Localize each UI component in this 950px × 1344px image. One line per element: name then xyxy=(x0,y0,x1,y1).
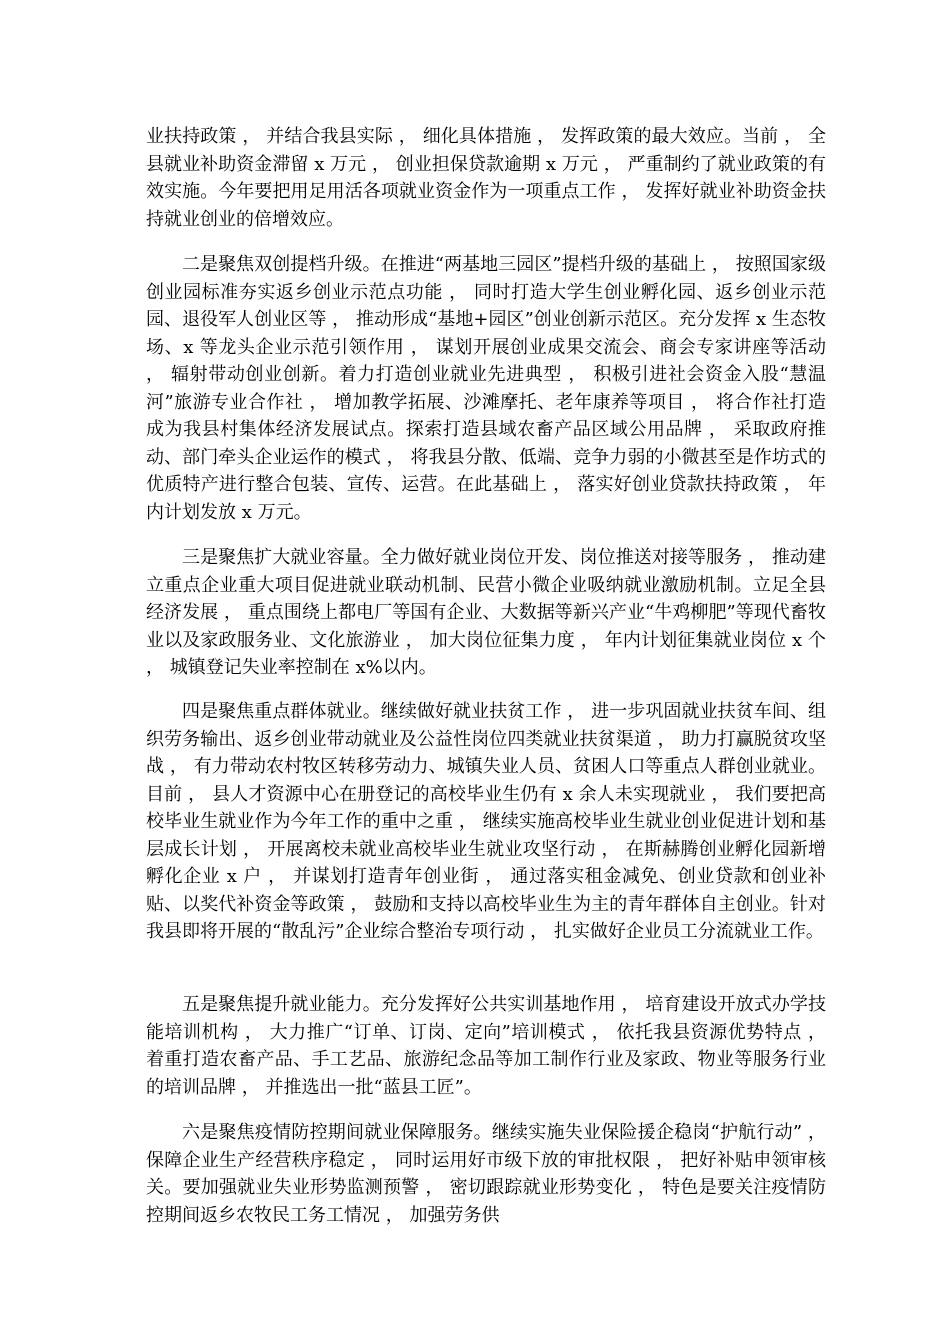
paragraph-5-block xyxy=(146,991,832,1101)
paragraph-4: 四是聚焦重点群体就业。继续做好就业扶贫工作 ， 进一步巩固就业扶贫车间、组织劳务输出、返乡创业带动就业及公益性岗位四类就业扶贫渠道 ， 助力打赢脱贫攻坚战 ， 有力带动农村牧区转移劳动力、城镇失业人员、贫困人口等重点人群创业就业。目前 ， 县人才资源中心在册登记的高校毕业生仍有 x 余人未实现就业 ， 我们要把高校毕业生就业作为今年工作的重中之重 ， 继续实施高校毕业生就业创业促进计划和基层成长计划 ， 开展离校未就业高校毕业生就业攻坚行动 ， 在斯赫腾创业孵化园新增孵化企业 x 户 ， 并谋划打造青年创业街 ， 通过落实租金减免、创业贷款和创业补贴、以奖代补资金等政策 ， 鼓励和支持以高校毕业生为主的青年群体自主创业。针对我县即将开展的“散乱污”企业综合整治专项行动 ， 扎实做好企业员工分流就业工作。 xyxy=(146,701,826,942)
paragraph-3: 三是聚焦扩大就业容量。全力做好就业岗位开发、岗位推送对接等服务 ， 推动建立重点企业重大项目促进就业联动机制、民营小微企业吸纳就业激励机制。立足全县经济发展 ， 重点围绕上都电厂等国有企业、大数据等新兴产业“牛鸡柳肥”等现代畜牧业以及家政服务业、文化旅游业 ， 加大岗位征集力度 ， 年内计划征集就业岗位 x 个 ， 城镇登记失业率控制在 x%以内。 xyxy=(146,547,832,678)
paragraph-1-block xyxy=(146,123,826,233)
paragraph-6: 六是聚焦疫情防控期间就业保障服务。继续实施失业保险援企稳岗“护航行动” ， 保障企业生产经营秩序稳定 ， 同时运用好市级下放的审批权限 ， 把好补贴申领审核关。要加强就业失业形势监测预警 ， 密切跟踪就业形势变化 ， 特色是要关注疫情防控期间返乡农牧民工务工情况 ， 加强劳务供 xyxy=(146,1122,832,1226)
paragraph-3-block xyxy=(146,544,832,682)
paragraph-6-block xyxy=(146,1119,832,1229)
paragraph-1: 业扶持政策 ， 并结合我县实际 ， 细化具体措施 ， 发挥政策的最大效应。当前 ， 全县就业补助资金滞留 x 万元 ， 创业担保贷款逾期 x 万元 ， 严重制约了就业政策的有效实施。今年要把用足用活各项就业资金作为一项重点工作 ， 发挥好就业补助资金扶持就业创业的倍增效应。 xyxy=(146,126,826,230)
paragraph-2-block xyxy=(146,251,832,526)
paragraph-5: 五是聚焦提升就业能力。充分发挥好公共实训基地作用 ， 培育建设开放式办学技能培训机构 ， 大力推广“订单、订岗、定向”培训模式 ， 依托我县资源优势特点 ， 着重打造农畜产品、手工艺品、旅游纪念品等加工制作行业及家政、物业等服务行业的培训品牌 ， 并推选出一批“蓝县工匠”。 xyxy=(146,994,832,1098)
paragraph-4-block xyxy=(146,698,826,946)
paragraph-2: 二是聚焦双创提档升级。在推进“两基地三园区”提档升级的基础上 ， 按照国家级创业园标准夯实返乡创业示范点功能 ， 同时打造大学生创业孵化园、返乡创业示范园、退役军人创业区等 ， 推动形成“基地+园区”创业创新示范区。充分发挥 x 生态牧场、x 等龙头企业示范引领作用 ， 谋划开展创业成果交流会、商会专家讲座等活动 ， 辐射带动创业创新。着力打造创业就业先进典型 ， 积极引进社会资金入股“慧温河”旅游专业合作社 ， 增加教学拓展、沙滩摩托、老年康养等项目 ， 将合作社打造成为我县村集体经济发展试点。探索打造县域农畜产品区域公用品牌 ， 采取政府推动、部门牵头企业运作的模式 ， 将我县分散、低端、竞争力弱的小微甚至是作坊式的优质特产进行整合包装、宣传、运营。在此基础上 ， 落实好创业贷款扶持政策 ， 年内计划发放 x 万元。 xyxy=(146,254,832,523)
